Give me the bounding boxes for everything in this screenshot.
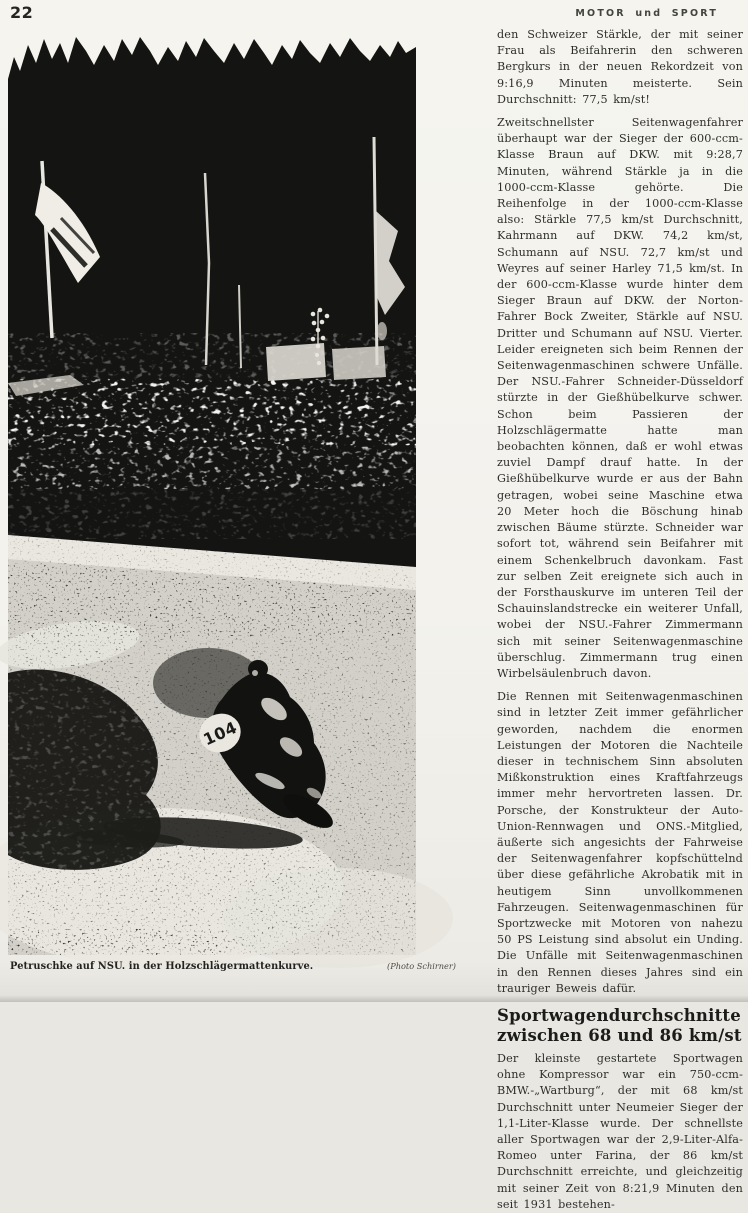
hedge-texture — [8, 485, 416, 539]
section-heading — [497, 1006, 743, 1046]
race-photo — [8, 33, 416, 955]
article-paragraph: Der kleinste gestartete Sportwagen ohne Kompressor war ein 750-ccm-BMW.-„Wartburg“, der mit 68 km/st Durchschnitt unter Neumeier Sieger der 1,1-Liter-Klasse wurde. Der schnellste aller Sportwagen war der 2,9-Liter-Alfa-Romeo unter Farina, der 86 km/st Durchschnitt erreichte, und gleichzeitig mit seiner Zeit von 8:21,9 Minuten den seit 1931 bestehen- — [497, 1051, 743, 1211]
photo-caption-row — [10, 961, 456, 972]
racer-number: 104 — [200, 717, 241, 750]
race-photo-illustration — [8, 33, 416, 955]
photo-credit: (Photo Schirner) — [387, 961, 456, 971]
page-number: 22 — [10, 3, 34, 22]
article-paragraph: Zweitschnellster Seitenwagenfahrer überhaupt war der Sieger der 600-ccm-Klasse Braun auf DKW. mit 9:28,7 Minuten, während Stärkle ja in die 1000-ccm-Klasse gehörte. Die Reihenfolge in der 1000-ccm-Klasse also: Stärkle 77,5 km/st Durchschnitt, Kahrmann auf DKW. 74,2 km/st, Schumann auf NSU. 72,7 km/st und Weyres auf seiner Harley 71,5 km/st. In der 600-ccm-Klasse wurde hinter dem Sieger Braun auf DKW. der Norton-Fahrer Bock Zweiter, Stärkle auf NSU. Dritter und Schumann auf NSU. Vierter. Leider ereigneten sich beim Rennen der Seitenwagenmaschinen schwere Unfälle. Der NSU.-Fahrer Schneider-Düsseldorf stürzte in der Gießhübelkurve schwer. Schon beim Passieren der Holzschlägermatte hatte man beobachten können, daß er wohl etwas zuviel Dampf drauf hatte. In der Gießhübelkurve wurde er aus der Bahn getragen, wobei seine Maschine etwa 20 Meter hoch die Böschung hinab zwischen Bäume stürzte. Schneider war sofort tot, während sein Beifahrer mit einem Schenkelbruch davonkam. Fast zur selben Zeit ereignete sich auch in der Forsthauskurve im unteren Teil der Schauinslandstrecke ein weiterer Unfall, wobei der NSU.-Fahrer Zimmermann sich mit seiner Seitenwagenmaschine überschlug. Zimmermann trug einen Wirbelsäulenbruch davon. — [497, 116, 743, 680]
section-heading-line2: zwischen 68 und 86 km/st — [497, 1025, 742, 1045]
section-heading-line1: Sportwagendurchschnitte — [497, 1005, 741, 1025]
article-paragraph: Die Rennen mit Seitenwagenmaschinen sind in letzter Zeit immer gefährlicher geworden, nachdem die enormen Leistungen der Motoren die Nachteile dieser in technischem Sinn absoluten Mißkonstruktion eines Kraftfahrzeugs immer mehr hervortreten lassen. Dr. Porsche, der Konstrukteur der Auto-Union-Rennwagen und ONS.-Mitglied, äußerte sich angesichts der Fahrweise der Seitenwagenfahrer kopfschüttelnd über diese gefährliche Akrobatik mit in heutigem Sinn unvollkommenen Fahrzeugen. Seitenwagenmaschinen für Sportzwecke mit Motoren von nahezu 50 PS Leistung sind absolut ein Unding. Die Unfälle mit Seitenwagenmaschinen in den Rennen dieses Jahres sind ein trauriger Beweis dafür. — [497, 690, 743, 995]
magazine-title: MOTOR und SPORT — [575, 8, 718, 19]
photo-caption: Petruschke auf NSU. in der Holzschlägermattenkurve. — [10, 961, 314, 972]
article-paragraph: den Schweizer Stärkle, der mit seiner Frau als Beifahrerin den schweren Bergkurs in der neuen Rekordzeit von 9:16,9 Minuten meisterte. Sein Durchschnitt: 77,5 km/st! — [497, 28, 743, 106]
article-column — [497, 27, 743, 1211]
